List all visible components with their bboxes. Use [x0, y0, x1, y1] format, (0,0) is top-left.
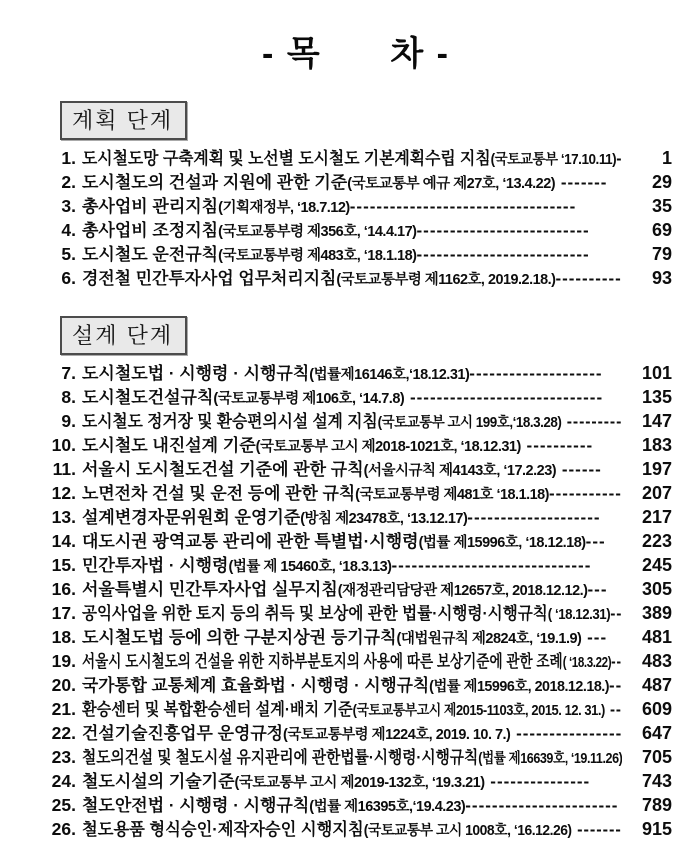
entry-number: 1. — [61, 148, 76, 168]
entry-reference: (법률 제 15460호, ‘18.3.13) — [228, 559, 392, 575]
entry-title: 도시철도망 구축계획 및 노선별 도시철도 기본계획수립 지침 — [82, 149, 491, 168]
entry-text — [82, 698, 622, 723]
entry-reference: (방침 제23478호, ‘13.12.17) — [300, 511, 468, 527]
entry-title: 설계변경자문위원회 운영기준 — [82, 508, 301, 527]
entry-reference: (재정관리담당관 제12657호, 2018.12.12.) — [337, 583, 588, 599]
entry-text — [82, 626, 622, 651]
entry-text — [82, 362, 622, 387]
entry-page-number: 705 — [641, 747, 672, 767]
entry-text-inner — [82, 506, 601, 531]
entry-reference: (국토교통부 예규 제27호, ‘13.4.22) — [347, 176, 556, 192]
entry-number: 26. — [51, 819, 76, 839]
entry-title: 도시철도 운전규칙 — [82, 245, 219, 264]
toc-section — [40, 101, 672, 290]
entry-text-inner — [82, 482, 622, 507]
entry-title: 환승센터 및 복합환승센터 설계·배치 기준 — [82, 700, 353, 719]
entry-reference: (서울시규칙 제4143호, ‘17.2.23) — [363, 463, 557, 479]
entry-text-inner — [82, 698, 622, 723]
entry-title: 도시철도법 · 시행령 · 시행규칙 — [82, 364, 310, 383]
toc-entry — [40, 817, 672, 841]
entry-text — [82, 602, 622, 627]
toc-entry — [40, 769, 672, 793]
entry-reference: (국토교통부 고시 제2018-1021호, ‘18.12.31) — [255, 439, 521, 455]
entry-text-inner — [82, 171, 607, 196]
entry-text-inner — [82, 554, 591, 579]
dotted-leader: -------------------------- — [416, 221, 590, 240]
entry-text-inner — [82, 530, 606, 555]
entry-reference: (국토교통부령 제356호, ‘14.4.17) — [218, 224, 417, 240]
dotted-leader: ------- — [571, 820, 622, 839]
entry-number: 18. — [51, 627, 76, 647]
entry-text-inner — [82, 626, 607, 651]
toc-entry — [40, 745, 672, 769]
entry-page-number: 915 — [641, 819, 672, 839]
entry-title: 서울시 도시철도건설 기준에 관한 규칙 — [82, 460, 364, 479]
entry-text — [82, 434, 622, 459]
entry-title: 대도시권 광역교통 관리에 관한 특별법·시행령 — [82, 532, 419, 551]
toc-entry — [40, 170, 672, 194]
entry-text — [82, 386, 622, 411]
entry-text-inner — [82, 794, 618, 819]
dotted-leader: -------------------- — [467, 508, 601, 527]
entry-number: 22. — [51, 723, 76, 743]
entry-page-number: 79 — [651, 244, 672, 264]
entry-title: 도시철도의 건설과 지원에 관한 기준 — [82, 173, 348, 192]
entry-number: 9. — [61, 411, 76, 431]
entry-number: 15. — [51, 555, 76, 575]
entry-text — [82, 770, 622, 795]
entry-page-number: 217 — [641, 507, 672, 527]
entry-text — [82, 171, 622, 196]
entry-page-number: 197 — [641, 459, 672, 479]
dotted-leader: -- — [604, 700, 622, 719]
dotted-leader: ------ — [556, 460, 602, 479]
entry-title: 도시철도 내진설계 기준 — [82, 436, 256, 455]
entry-page-number: 207 — [641, 483, 672, 503]
entry-page-number: 147 — [641, 411, 672, 431]
entry-number: 10. — [51, 435, 76, 455]
entry-text-inner — [82, 243, 590, 268]
entry-number: 6. — [61, 268, 76, 288]
toc-entry — [40, 409, 672, 433]
entry-reference: (법률제16146호,‘18.12.31) — [309, 367, 470, 383]
dotted-leader: -- — [611, 652, 622, 671]
entry-reference: (국토교통부령 제1162호, 2019.2.18.) — [336, 272, 556, 288]
entry-title: 총사업비 조정지침 — [82, 221, 219, 240]
entry-text — [82, 818, 622, 843]
entry-text-inner — [82, 362, 603, 387]
entry-title: 서울시 도시철도의 건설을 위한 지하부분토지의 사용에 따른 보상기준에 관한 조례 — [82, 652, 563, 671]
entry-title: 서울특별시 민간투자사업 실무지침 — [82, 580, 338, 599]
dotted-leader: --- — [581, 628, 608, 647]
entry-number: 5. — [61, 244, 76, 264]
entry-page-number: 647 — [641, 723, 672, 743]
section-header: 설계 단계 — [60, 316, 187, 355]
entry-page-number: 35 — [651, 196, 672, 216]
toc-sections — [40, 101, 672, 841]
entry-reference: (국토교통부령 제483호, ‘18.1.18) — [218, 248, 417, 264]
entry-number: 11. — [52, 459, 76, 479]
entry-number: 23. — [51, 747, 76, 767]
entry-page-number: 69 — [651, 220, 672, 240]
entry-reference: (국토교통부령 제1224호, 2019. 10. 7.) — [283, 727, 511, 743]
entry-page-number: 609 — [641, 699, 672, 719]
entry-text-inner — [82, 410, 622, 435]
toc-entry — [40, 673, 672, 697]
entry-reference: (국토교통부령 제481호 ‘18.1.18) — [355, 487, 549, 503]
toc-entry — [40, 218, 672, 242]
entry-reference: (국토교통부 고시 1008호, ‘16.12.26) — [363, 823, 572, 839]
entry-number: 25. — [51, 795, 76, 815]
entry-title: 철도의건설 및 철도시설 유지관리에 관한법률·시행령·시행규칙 — [82, 748, 479, 767]
section-header: 계획 단계 — [60, 101, 187, 140]
entry-page-number: 183 — [641, 435, 672, 455]
entry-reference: ( ‘18.12.31) — [547, 607, 611, 623]
entry-text-inner — [82, 578, 608, 603]
entry-text — [82, 578, 622, 603]
dotted-leader: ----------- — [548, 484, 622, 503]
entry-text — [82, 530, 622, 555]
entry-text-inner — [82, 219, 590, 244]
entry-title: 국가통합 교통체계 효율화법 · 시행령 · 시행규칙 — [82, 676, 430, 695]
toc-entry — [40, 625, 672, 649]
dotted-leader: ------------------------------ — [391, 556, 592, 575]
entry-page-number: 389 — [641, 603, 672, 623]
entry-text-inner — [82, 770, 590, 795]
dotted-leader: ---------- — [555, 269, 622, 288]
dotted-leader: -- — [610, 604, 622, 623]
entry-reference: ( ‘18.3.22) — [562, 655, 612, 671]
entry-number: 21. — [51, 699, 76, 719]
entry-text-inner — [82, 458, 602, 483]
entry-reference: (국토교통부령 제106호, ‘14.7.8) — [213, 391, 405, 407]
toc-entry — [40, 433, 672, 457]
entry-title: 도시철도 정거장 및 환승편의시설 설계 지침 — [82, 412, 378, 431]
toc-entry — [40, 721, 672, 745]
section-entries — [40, 146, 672, 290]
entry-page-number: 481 — [641, 627, 672, 647]
toc-entry — [40, 577, 672, 601]
toc-entry — [40, 529, 672, 553]
toc-entry — [40, 266, 672, 290]
toc-entry — [40, 649, 672, 673]
entry-text-inner — [82, 818, 622, 843]
entry-title: 공익사업을 위한 토지 등의 취득 및 보상에 관한 법률·시행령·시행규칙 — [82, 604, 548, 623]
entry-number: 19. — [51, 651, 76, 671]
toc-entry — [40, 697, 672, 721]
entry-text-inner — [82, 674, 622, 699]
entry-page-number: 789 — [641, 795, 672, 815]
entry-text-inner — [82, 267, 622, 292]
entry-title: 철도용품 형식승인·제작자승인 시행지침 — [82, 820, 364, 839]
entry-number: 20. — [51, 675, 76, 695]
entry-page-number: 305 — [641, 579, 672, 599]
entry-text-inner — [82, 722, 622, 747]
entry-text — [82, 650, 622, 675]
dotted-leader: ---------------------------------- — [349, 197, 577, 216]
entry-text-inner — [82, 602, 622, 627]
entry-number: 14. — [51, 531, 76, 551]
entry-title: 민간투자법 · 시행령 — [82, 556, 229, 575]
entry-number: 4. — [61, 220, 76, 240]
entry-page-number: 29 — [651, 172, 672, 192]
dotted-leader: ---------------- — [510, 724, 622, 743]
entry-number: 7. — [61, 363, 76, 383]
toc-entry — [40, 361, 672, 385]
entry-reference: (대법원규칙 제2824호, ‘19.1.9) — [396, 631, 582, 647]
entry-reference: (국토교통부고시 제2015-1103호, 2015. 12. 31.) — [352, 703, 605, 719]
entry-reference: (기획재정부, ‘18.7.12) — [218, 200, 350, 216]
page-title: - 목 차 - — [262, 35, 450, 73]
entry-text-inner — [82, 434, 593, 459]
entry-page-number: 135 — [641, 387, 672, 407]
entry-title: 경전철 민간투자사업 업무처리지침 — [82, 269, 337, 288]
entry-reference: (법률 제16639호, ‘19.11.26) — [478, 751, 622, 767]
entry-number: 13. — [51, 507, 76, 527]
entry-title: 철도시설의 기술기준 — [82, 772, 235, 791]
entry-text — [82, 267, 622, 292]
entry-title: 건설기술진흥업무 운영규정 — [82, 724, 284, 743]
toc-entry — [40, 242, 672, 266]
entry-page-number: 483 — [641, 651, 672, 671]
entry-reference: (국토교통부 고시 제2019-132호, ‘19.3.21) — [234, 775, 485, 791]
entry-title: 철도안전법 · 시행령 · 시행규칙 — [82, 796, 310, 815]
dotted-leader: -------------------- — [469, 364, 603, 383]
dotted-leader: -- — [609, 676, 622, 695]
dotted-leader: ---------- — [520, 436, 594, 455]
entry-text-inner — [82, 147, 622, 172]
entry-title: 노면전차 건설 및 운전 등에 관한 규칙 — [82, 484, 356, 503]
dotted-leader: ----------------------- — [465, 796, 619, 815]
toc-entry — [40, 793, 672, 817]
section-entries — [40, 361, 672, 841]
entry-text — [82, 506, 622, 531]
entry-number: 12. — [51, 483, 76, 503]
entry-text — [82, 219, 622, 244]
toc-entry — [40, 194, 672, 218]
entry-page-number: 487 — [641, 675, 672, 695]
entry-page-number: 245 — [641, 555, 672, 575]
entry-text — [82, 554, 622, 579]
entry-reference: (법률 제15996호, 2018.12.18.) — [429, 679, 610, 695]
entry-number: 17. — [51, 603, 76, 623]
toc-entry — [40, 601, 672, 625]
entry-page-number: 223 — [641, 531, 672, 551]
entry-reference: (국토교통부 고시 199호,‘18.3.28) — [377, 415, 562, 431]
dotted-leader: - — [616, 149, 622, 168]
entry-number: 3. — [61, 196, 76, 216]
toc-entry — [40, 146, 672, 170]
entry-text — [82, 147, 622, 172]
entry-text — [82, 243, 622, 268]
entry-title: 도시철도건설규칙 — [82, 388, 214, 407]
entry-reference: (법률 제16395호,‘19.4.23) — [309, 799, 466, 815]
entry-text-inner — [82, 386, 603, 411]
entry-text — [82, 746, 622, 771]
entry-page-number: 93 — [651, 268, 672, 288]
entry-text-inner — [82, 746, 622, 771]
toc-entry — [40, 505, 672, 529]
entry-text-inner — [82, 195, 576, 220]
toc-section — [40, 316, 672, 841]
entry-number: 16. — [51, 579, 76, 599]
dotted-leader: -------------------------- — [416, 245, 590, 264]
dotted-leader: --- — [587, 580, 608, 599]
entry-title: 총사업비 관리지침 — [82, 197, 219, 216]
entry-text — [82, 722, 622, 747]
entry-number: 2. — [61, 172, 76, 192]
entry-number: 8. — [61, 387, 76, 407]
entry-page-number: 1 — [661, 148, 672, 168]
entry-page-number: 743 — [641, 771, 672, 791]
dotted-leader: ------- — [555, 173, 608, 192]
entry-text-inner — [82, 650, 622, 675]
dotted-leader: --------------- — [484, 772, 591, 791]
dotted-leader: ----------------------------- — [404, 388, 604, 407]
toc-entry — [40, 385, 672, 409]
entry-reference: (법률 제15996호, ‘18.12.18) — [418, 535, 586, 551]
entry-text — [82, 458, 622, 483]
toc-entry — [40, 553, 672, 577]
dotted-leader: --- — [585, 532, 606, 551]
entry-text — [82, 195, 622, 220]
entry-text — [82, 482, 622, 507]
entry-number: 24. — [51, 771, 76, 791]
dotted-leader: --------- — [561, 412, 622, 431]
entry-reference: (국토교통부 ‘17.10.11) — [490, 152, 617, 168]
entry-text — [82, 674, 622, 699]
entry-text — [82, 410, 622, 435]
toc-entry — [40, 457, 672, 481]
entry-title: 도시철도법 등에 의한 구분지상권 등기규칙 — [82, 628, 397, 647]
toc-entry — [40, 481, 672, 505]
entry-page-number: 101 — [641, 363, 672, 383]
entry-text — [82, 794, 622, 819]
